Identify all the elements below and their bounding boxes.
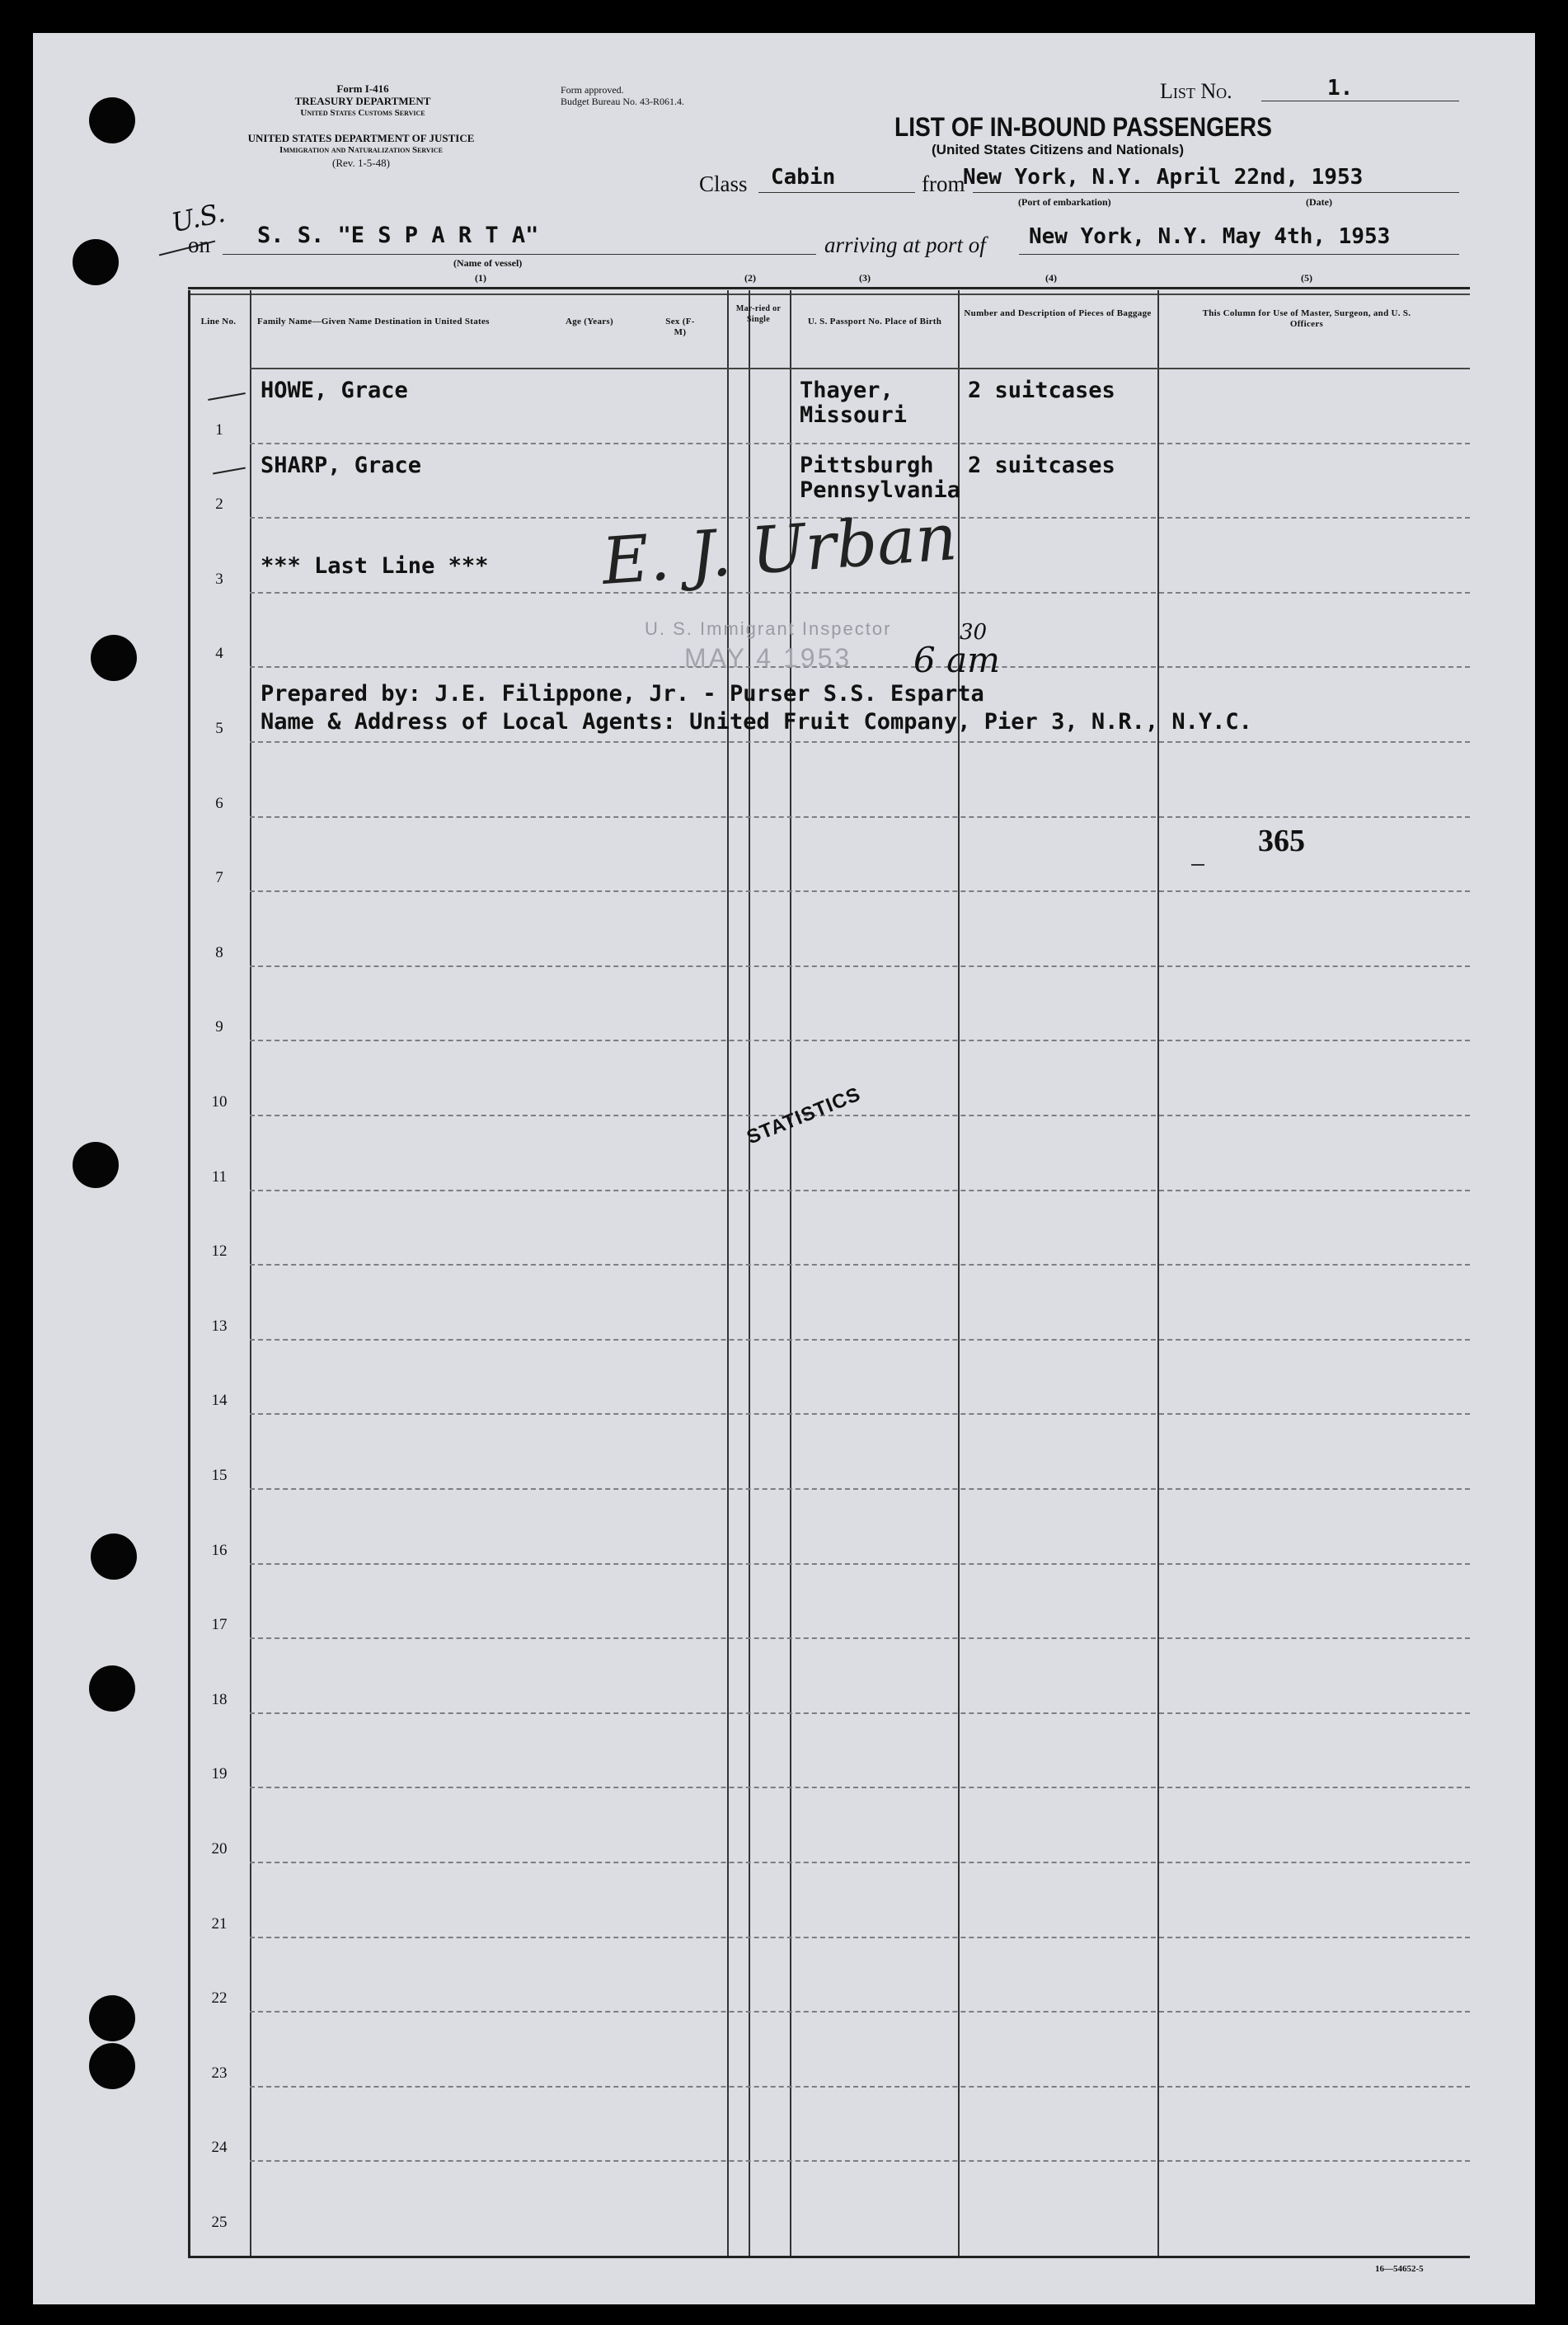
row-rule xyxy=(250,443,1470,444)
from-value: New York, N.Y. April 22nd, 1953 xyxy=(963,165,1364,190)
list-no-value: 1. xyxy=(1327,76,1354,101)
last-line-marker: *** Last Line *** xyxy=(261,553,489,579)
row-rule xyxy=(250,2160,1470,2162)
line-number: 23 xyxy=(211,2064,228,2082)
class-label: Class xyxy=(699,171,748,196)
on-label: on xyxy=(188,233,210,257)
punch-hole xyxy=(89,1995,135,2041)
row-rule xyxy=(250,1862,1470,1863)
row-rule xyxy=(250,1339,1470,1341)
col-divider-baggage xyxy=(958,290,960,2257)
line-number: 25 xyxy=(211,2214,228,2231)
col-number-1: (1) xyxy=(475,272,486,284)
vessel-caption: (Name of vessel) xyxy=(453,257,523,269)
line-number: 4 xyxy=(215,645,223,663)
row-rule xyxy=(250,1488,1470,1490)
date-caption: (Date) xyxy=(1306,196,1332,208)
line-number: 11 xyxy=(211,1167,228,1186)
colhead-age: Age (Years) xyxy=(566,317,613,326)
line-number: 10 xyxy=(211,1093,228,1111)
list-no-label: List No. xyxy=(1160,79,1232,103)
table-bottom-border xyxy=(188,2256,1470,2258)
colhead-line-no: Line No. xyxy=(200,317,237,326)
line-number: 9 xyxy=(215,1018,223,1036)
colhead-sex: Sex (F-M) xyxy=(665,317,695,337)
col-divider-line-no xyxy=(250,290,251,2257)
from-label: from xyxy=(922,171,965,196)
number-365: 365 xyxy=(1258,824,1305,858)
form-approved: Form approved. xyxy=(561,84,624,96)
form-number: Form I-416 xyxy=(336,82,389,95)
row-rule xyxy=(250,2086,1470,2088)
punch-hole xyxy=(89,2043,135,2089)
row-rule xyxy=(250,1563,1470,1565)
table-top-border xyxy=(188,287,1470,289)
punch-hole xyxy=(91,1534,137,1580)
passenger-1-name: HOWE, Grace xyxy=(261,378,408,403)
row-rule xyxy=(250,1712,1470,1714)
colhead-married: Mar-ried or Single xyxy=(735,304,782,324)
line-number: 13 xyxy=(211,1317,228,1335)
header-bottom-border xyxy=(250,368,1470,369)
punch-hole xyxy=(91,635,137,681)
dash-mark xyxy=(1191,864,1204,866)
row-rule xyxy=(250,1040,1470,1041)
line-number: 22 xyxy=(211,1989,228,2008)
passenger-2-baggage: 2 suitcases xyxy=(968,453,1115,478)
row-rule xyxy=(250,1937,1470,1938)
row-rule xyxy=(250,816,1470,818)
row-rule xyxy=(250,1115,1470,1116)
line-number: 14 xyxy=(211,1392,228,1410)
col-number-5: (5) xyxy=(1301,272,1312,284)
table-left-border xyxy=(188,290,190,2257)
revision: (Rev. 1-5-48) xyxy=(332,157,390,169)
punch-hole xyxy=(73,1142,119,1188)
line-number: 18 xyxy=(211,1690,228,1708)
line-number: 5 xyxy=(215,720,223,737)
arriving-value: New York, N.Y. May 4th, 1953 xyxy=(1029,224,1391,249)
row-rule xyxy=(250,1637,1470,1639)
form-title: LIST OF IN-BOUND PASSENGERS xyxy=(894,112,1272,142)
colhead-officers: This Column for Use of Master, Surgeon, and U. S. Officers xyxy=(1202,308,1411,329)
inspector-stamp: U. S. Immigrant Inspector xyxy=(645,618,892,639)
line-number: 6 xyxy=(215,794,223,812)
colhead-name: Family Name—Given Name Destination in United States xyxy=(257,317,490,326)
treasury-dept: TREASURY DEPARTMENT xyxy=(294,95,431,107)
line-number: 15 xyxy=(211,1467,228,1484)
line-number: 19 xyxy=(211,1765,228,1783)
row-rule xyxy=(250,592,1470,594)
line-number: 12 xyxy=(211,1242,228,1261)
time-note-sup: 30 xyxy=(960,620,988,645)
row-rule xyxy=(250,1190,1470,1191)
row-rule xyxy=(250,1413,1470,1415)
row-rule xyxy=(250,1264,1470,1266)
ins-service: Immigration and Naturalization Service xyxy=(279,145,443,155)
colhead-passport: U. S. Passport No. Place of Birth xyxy=(807,317,942,326)
passenger-2-birth-1: Pittsburgh xyxy=(800,453,934,478)
arriving-label: arriving at port of xyxy=(824,233,986,257)
passenger-1-baggage: 2 suitcases xyxy=(968,378,1115,403)
customs-service: United States Customs Service xyxy=(300,108,425,118)
form-subtitle: (United States Citizens and Nationals) xyxy=(932,142,1185,157)
row-rule xyxy=(250,1787,1470,1788)
prepared-by: Prepared by: J.E. Filippone, Jr. - Purser S.S. Esparta xyxy=(261,681,984,707)
time-note: 6 am xyxy=(913,640,1000,680)
budget-bureau: Budget Bureau No. 43-R061.4. xyxy=(561,96,684,107)
punch-hole xyxy=(89,97,135,143)
line-number: 2 xyxy=(215,496,223,514)
footer-code: 16—54652-5 xyxy=(1375,2264,1424,2274)
line-number: 1 xyxy=(215,420,223,439)
row-rule xyxy=(250,666,1470,668)
justice-dept: UNITED STATES DEPARTMENT OF JUSTICE xyxy=(247,132,475,144)
vessel-underline xyxy=(223,254,816,255)
row-rule xyxy=(250,2011,1470,2013)
statistics-stamp: STATISTICS xyxy=(744,1083,864,1149)
stamp-date: MAY 4 1953 xyxy=(684,643,852,673)
line-number: 17 xyxy=(211,1616,228,1634)
col-number-3: (3) xyxy=(859,272,871,284)
arriving-underline xyxy=(1019,254,1459,255)
row-rule xyxy=(250,890,1470,892)
inspector-signature: E. J. Urban xyxy=(599,500,960,599)
row-rule xyxy=(250,965,1470,967)
line-number: 21 xyxy=(211,1914,228,1933)
row-rule xyxy=(250,741,1470,743)
passenger-1-birth-1: Thayer, xyxy=(800,378,894,403)
port-embark-caption: (Port of embarkation) xyxy=(1018,196,1111,208)
table-top-border-inner xyxy=(188,294,1470,295)
line-number: 20 xyxy=(211,1840,228,1858)
colhead-baggage: Number and Description of Pieces of Baggage xyxy=(964,308,1152,318)
class-value: Cabin xyxy=(771,165,836,190)
line-number: 3 xyxy=(215,570,223,588)
document-sheet xyxy=(33,33,1535,2304)
line-number: 8 xyxy=(215,943,223,961)
local-agents: Name & Address of Local Agents: United Fruit Company, Pier 3, N.R., N.Y.C. xyxy=(261,709,1252,735)
line-number: 24 xyxy=(211,2139,228,2157)
col-number-2: (2) xyxy=(744,272,756,284)
col-number-4: (4) xyxy=(1045,272,1057,284)
passenger-2-birth-2: Pennsylvania xyxy=(800,477,961,503)
punch-hole xyxy=(73,239,119,285)
line-number: 7 xyxy=(215,869,223,887)
class-underline xyxy=(758,192,915,193)
col-divider-officers xyxy=(1157,290,1159,2257)
vessel-value: S. S. "E S P A R T A" xyxy=(257,223,539,248)
from-underline xyxy=(973,192,1459,193)
punch-hole xyxy=(89,1665,135,1712)
passenger-2-name: SHARP, Grace xyxy=(261,453,422,478)
passenger-1-birth-2: Missouri xyxy=(800,402,908,428)
us-annotation: U.S. xyxy=(168,196,228,239)
line-number: 16 xyxy=(211,1541,228,1559)
